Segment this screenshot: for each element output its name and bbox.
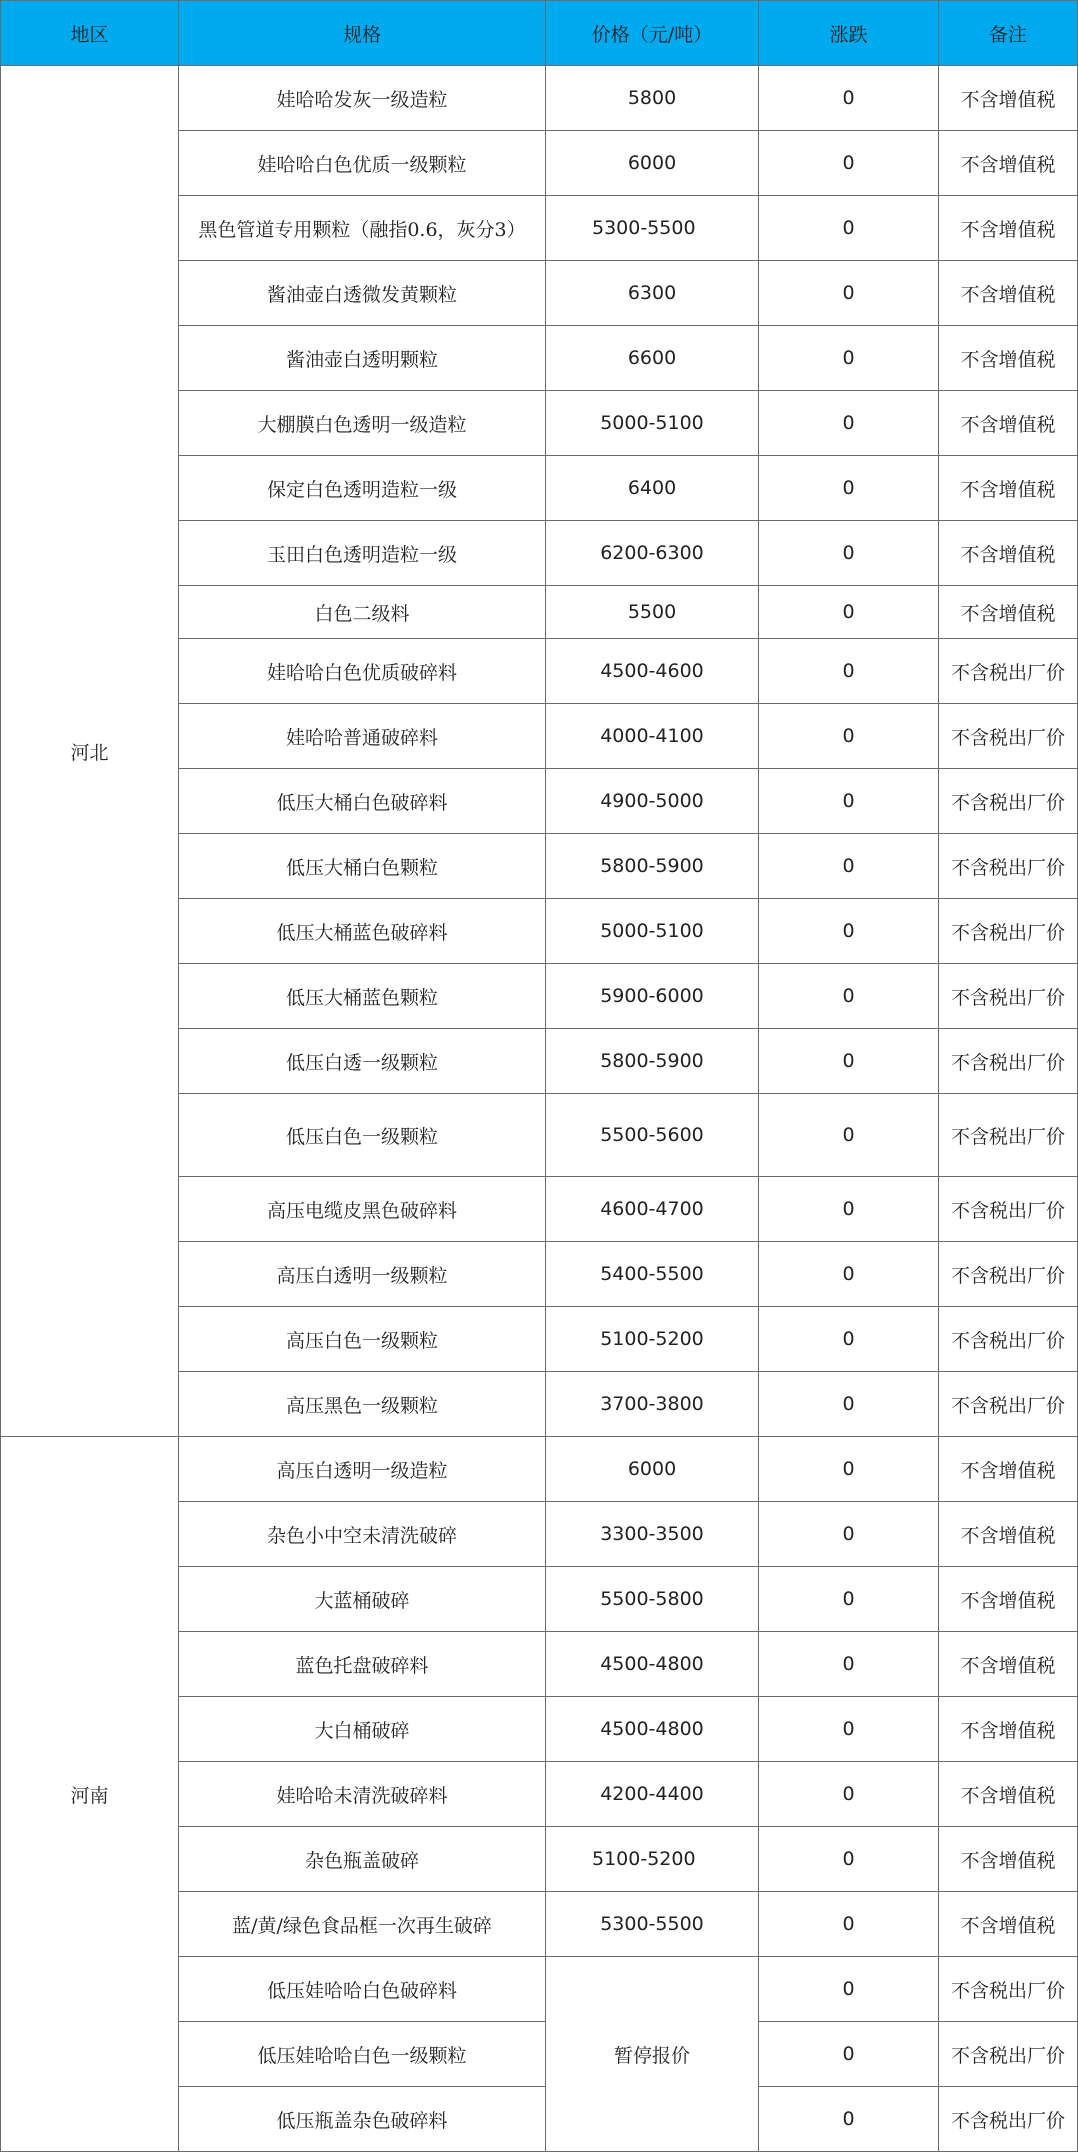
- price-cell: 4500-4800: [546, 1697, 759, 1762]
- suspended-price-cell: 暂停报价: [546, 1957, 759, 2152]
- note-cell: 不含增值税: [939, 261, 1078, 326]
- note-cell: 不含增值税: [939, 1632, 1078, 1697]
- change-cell: 0: [759, 1762, 939, 1827]
- header-change: 涨跌: [759, 1, 939, 66]
- spec-cell: 娃哈哈发灰一级造粒: [179, 66, 546, 131]
- spec-cell: 大蓝桶破碎: [179, 1567, 546, 1632]
- spec-cell: 酱油壶白透微发黄颗粒: [179, 261, 546, 326]
- change-cell: 0: [759, 66, 939, 131]
- note-cell: 不含增值税: [939, 521, 1078, 586]
- note-cell: 不含增值税: [939, 1697, 1078, 1762]
- spec-cell: 高压白色一级颗粒: [179, 1307, 546, 1372]
- change-cell: 0: [759, 1372, 939, 1437]
- note-cell: 不含税出厂价: [939, 639, 1078, 704]
- price-cell: 6000: [546, 1437, 759, 1502]
- spec-cell: 蓝色托盘破碎料: [179, 1632, 546, 1697]
- change-cell: 0: [759, 1957, 939, 2022]
- note-cell: 不含税出厂价: [939, 1242, 1078, 1307]
- price-cell: 4200-4400: [546, 1762, 759, 1827]
- price-cell: 5000-5100: [546, 899, 759, 964]
- region-hebei: 河北: [1, 66, 179, 1437]
- region-henan: 河南: [1, 1437, 179, 2152]
- change-cell: 0: [759, 1827, 939, 1892]
- spec-cell: 高压白透明一级造粒: [179, 1437, 546, 1502]
- note-cell: 不含增值税: [939, 326, 1078, 391]
- note-cell: 不含税出厂价: [939, 1957, 1078, 2022]
- price-cell: 6000: [546, 131, 759, 196]
- price-cell: 5900-6000: [546, 964, 759, 1029]
- spec-cell: 低压娃哈哈白色破碎料: [179, 1957, 546, 2022]
- change-cell: 0: [759, 1502, 939, 1567]
- table-row: [1, 1437, 1078, 1502]
- price-cell: 5800-5900: [546, 834, 759, 899]
- price-cell: 6600: [546, 326, 759, 391]
- price-cell: 6400: [546, 456, 759, 521]
- price-cell: 4600-4700: [546, 1177, 759, 1242]
- header-region: 地区: [1, 1, 179, 66]
- change-cell: 0: [759, 1567, 939, 1632]
- change-cell: 0: [759, 131, 939, 196]
- spec-cell: 杂色小中空未清洗破碎: [179, 1502, 546, 1567]
- price-cell: 5500-5800: [546, 1567, 759, 1632]
- note-cell: 不含税出厂价: [939, 1372, 1078, 1437]
- note-cell: 不含增值税: [939, 456, 1078, 521]
- spec-cell: 酱油壶白透明颗粒: [179, 326, 546, 391]
- note-cell: 不含增值税: [939, 1827, 1078, 1892]
- change-cell: 0: [759, 834, 939, 899]
- price-cell: 5100-5200: [546, 1307, 759, 1372]
- spec-cell: 杂色瓶盖破碎: [179, 1827, 546, 1892]
- note-cell: 不含增值税: [939, 391, 1078, 456]
- change-cell: 0: [759, 964, 939, 1029]
- spec-cell: 玉田白色透明造粒一级: [179, 521, 546, 586]
- price-cell: 4000-4100: [546, 704, 759, 769]
- note-cell: 不含税出厂价: [939, 769, 1078, 834]
- change-cell: 0: [759, 456, 939, 521]
- price-cell: 5300-5500: [546, 196, 759, 261]
- spec-cell: 娃哈哈未清洗破碎料: [179, 1762, 546, 1827]
- change-cell: 0: [759, 391, 939, 456]
- price-cell: 6200-6300: [546, 521, 759, 586]
- spec-cell: 大棚膜白色透明一级造粒: [179, 391, 546, 456]
- spec-cell: 高压电缆皮黑色破碎料: [179, 1177, 546, 1242]
- note-cell: 不含增值税: [939, 1762, 1078, 1827]
- price-cell: 4500-4800: [546, 1632, 759, 1697]
- price-cell: 5000-5100: [546, 391, 759, 456]
- spec-cell: 高压白透明一级颗粒: [179, 1242, 546, 1307]
- spec-cell: 低压大桶蓝色颗粒: [179, 964, 546, 1029]
- change-cell: 0: [759, 704, 939, 769]
- spec-cell: 娃哈哈白色优质破碎料: [179, 639, 546, 704]
- spec-cell: 低压大桶白色破碎料: [179, 769, 546, 834]
- note-cell: 不含增值税: [939, 1502, 1078, 1567]
- change-cell: 0: [759, 1437, 939, 1502]
- change-cell: 0: [759, 1242, 939, 1307]
- price-cell: 5100-5200: [546, 1827, 759, 1892]
- change-cell: 0: [759, 769, 939, 834]
- note-cell: 不含税出厂价: [939, 899, 1078, 964]
- change-cell: 0: [759, 1029, 939, 1094]
- spec-cell: 白色二级料: [179, 586, 546, 639]
- spec-cell: 低压大桶蓝色破碎料: [179, 899, 546, 964]
- price-cell: 4500-4600: [546, 639, 759, 704]
- header-row: [1, 1, 1078, 66]
- note-cell: 不含增值税: [939, 1567, 1078, 1632]
- change-cell: 0: [759, 639, 939, 704]
- change-cell: 0: [759, 2022, 939, 2087]
- header-note: 备注: [939, 1, 1078, 66]
- change-cell: 0: [759, 196, 939, 261]
- note-cell: 不含增值税: [939, 586, 1078, 639]
- price-cell: 3300-3500: [546, 1502, 759, 1567]
- table-row: [1, 66, 1078, 131]
- price-cell: 5800: [546, 66, 759, 131]
- change-cell: 0: [759, 1632, 939, 1697]
- change-cell: 0: [759, 1177, 939, 1242]
- note-cell: 不含增值税: [939, 196, 1078, 261]
- note-cell: 不含税出厂价: [939, 1094, 1078, 1177]
- price-cell: 5400-5500: [546, 1242, 759, 1307]
- header-spec: 规格: [179, 1, 546, 66]
- spec-cell: 低压白透一级颗粒: [179, 1029, 546, 1094]
- spec-cell: 娃哈哈白色优质一级颗粒: [179, 131, 546, 196]
- price-cell: 4900-5000: [546, 769, 759, 834]
- price-cell: 5800-5900: [546, 1029, 759, 1094]
- price-cell: 3700-3800: [546, 1372, 759, 1437]
- spec-cell: 蓝/黄/绿色食品框一次再生破碎: [179, 1892, 546, 1957]
- change-cell: 0: [759, 1307, 939, 1372]
- note-cell: 不含税出厂价: [939, 1177, 1078, 1242]
- spec-cell: 低压白色一级颗粒: [179, 1094, 546, 1177]
- change-cell: 0: [759, 261, 939, 326]
- change-cell: 0: [759, 521, 939, 586]
- note-cell: 不含税出厂价: [939, 2022, 1078, 2087]
- change-cell: 0: [759, 586, 939, 639]
- spec-cell: 高压黑色一级颗粒: [179, 1372, 546, 1437]
- note-cell: 不含增值税: [939, 1892, 1078, 1957]
- spec-cell: 娃哈哈普通破碎料: [179, 704, 546, 769]
- spec-cell: 低压大桶白色颗粒: [179, 834, 546, 899]
- note-cell: 不含增值税: [939, 131, 1078, 196]
- note-cell: 不含税出厂价: [939, 1307, 1078, 1372]
- spec-cell: 低压娃哈哈白色一级颗粒: [179, 2022, 546, 2087]
- change-cell: 0: [759, 2087, 939, 2152]
- note-cell: 不含税出厂价: [939, 1029, 1078, 1094]
- header-price: 价格（元/吨）: [546, 1, 759, 66]
- change-cell: 0: [759, 1697, 939, 1762]
- spec-cell: 低压瓶盖杂色破碎料: [179, 2087, 546, 2152]
- change-cell: 0: [759, 326, 939, 391]
- price-cell: 5300-5500: [546, 1892, 759, 1957]
- spec-cell: 黑色管道专用颗粒（融指0.6，灰分3）: [179, 196, 546, 261]
- note-cell: 不含税出厂价: [939, 704, 1078, 769]
- note-cell: 不含增值税: [939, 1437, 1078, 1502]
- note-cell: 不含增值税: [939, 66, 1078, 131]
- note-cell: 不含税出厂价: [939, 964, 1078, 1029]
- price-cell: 5500-5600: [546, 1094, 759, 1177]
- spec-cell: 保定白色透明造粒一级: [179, 456, 546, 521]
- spec-cell: 大白桶破碎: [179, 1697, 546, 1762]
- change-cell: 0: [759, 1892, 939, 1957]
- change-cell: 0: [759, 899, 939, 964]
- note-cell: 不含税出厂价: [939, 2087, 1078, 2152]
- price-cell: 5500: [546, 586, 759, 639]
- price-cell: 6300: [546, 261, 759, 326]
- change-cell: 0: [759, 1094, 939, 1177]
- note-cell: 不含税出厂价: [939, 834, 1078, 899]
